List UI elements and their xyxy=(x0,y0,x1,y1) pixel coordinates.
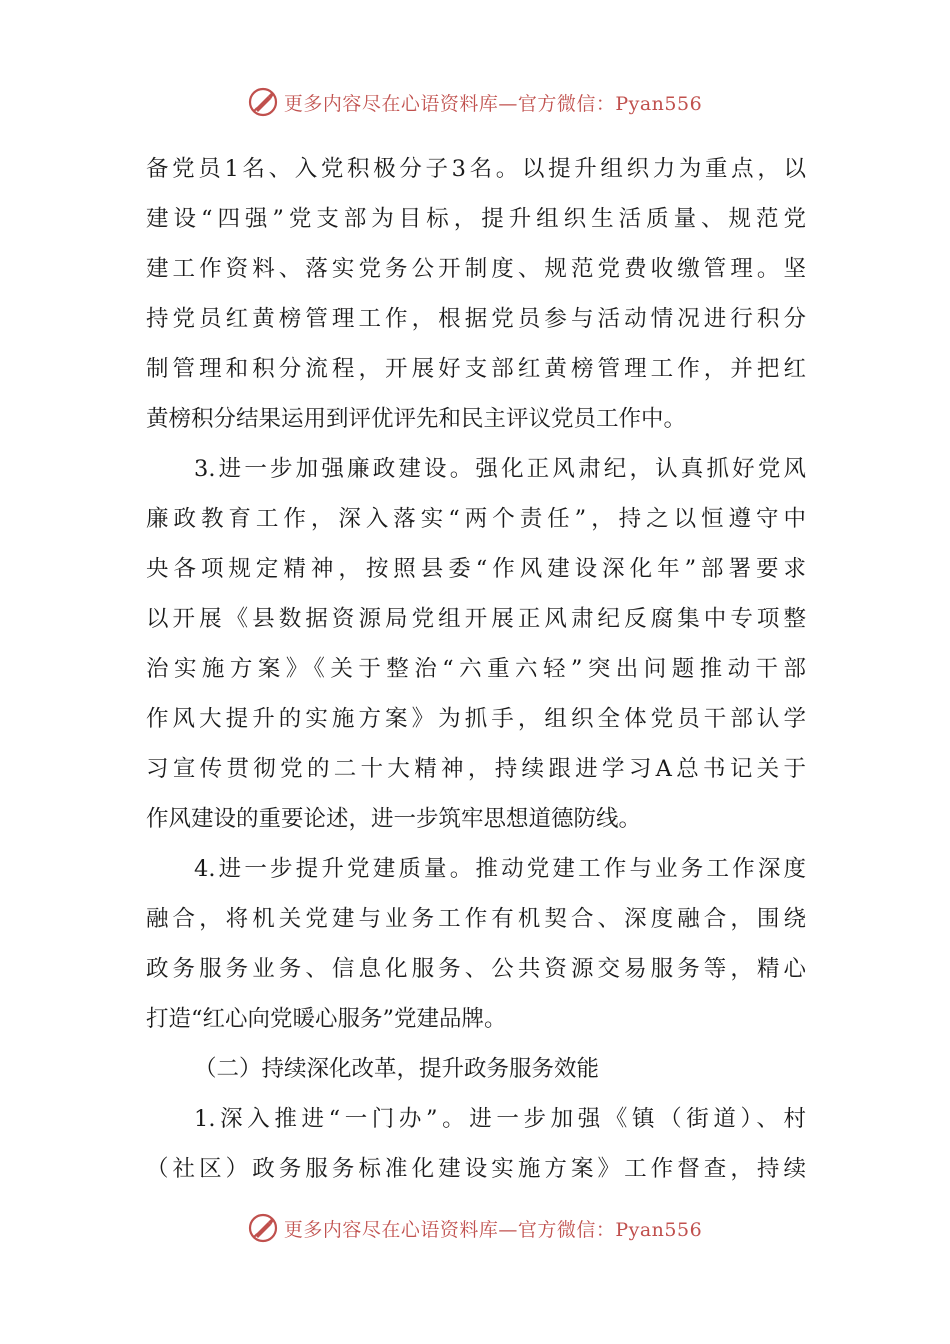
text-line: 廉政教育工作，深入落实“两个责任”，持之以恒遵守中 xyxy=(146,506,806,532)
header-watermark xyxy=(0,82,950,122)
pen-logo-icon xyxy=(248,87,278,117)
watermark-text: 更多内容尽在心语资料库—官方微信：Pyan556 xyxy=(283,1218,703,1241)
text-line: 制管理和积分流程，开展好支部红黄榜管理工作，并把红 xyxy=(146,356,806,382)
paragraph-start: 1.深入推进“一门办”。进一步加强《镇（街道）、村 xyxy=(194,1106,806,1132)
text-line: 央各项规定精神，按照县委“作风建设深化年”部署要求 xyxy=(146,556,806,582)
pen-logo-icon xyxy=(248,1213,278,1243)
text-line: 政务服务业务、信息化服务、公共资源交易服务等，精心 xyxy=(146,956,806,982)
text-line: 黄榜积分结果运用到评优评先和民主评议党员工作中。 xyxy=(146,406,687,432)
text-line: 持党员红黄榜管理工作，根据党员参与活动情况进行积分 xyxy=(146,306,806,332)
paragraph-start: 3.进一步加强廉政建设。强化正风肃纪，认真抓好党风 xyxy=(194,456,806,482)
text-line: 打造“红心向党暖心服务”党建品牌。 xyxy=(146,1006,507,1032)
text-line: 作风大提升的实施方案》为抓手，组织全体党员干部认学 xyxy=(146,706,806,732)
text-line: 治实施方案》《关于整治“六重六轻”突出问题推动干部 xyxy=(146,656,806,682)
text-line: 习宣传贯彻党的二十大精神，持续跟进学习A总书记关于 xyxy=(146,756,806,782)
text-line: 建设“四强”党支部为目标，提升组织生活质量、规范党 xyxy=(146,206,806,232)
paragraph-start: 4.进一步提升党建质量。推动党建工作与业务工作深度 xyxy=(194,856,806,882)
document-body xyxy=(146,144,806,1194)
text-line: 以开展《县数据资源局党组开展正风肃纪反腐集中专项整 xyxy=(146,606,806,632)
footer-watermark xyxy=(0,1208,950,1248)
text-line: 作风建设的重要论述，进一步筑牢思想道德防线。 xyxy=(146,806,642,832)
text-line: 融合，将机关党建与业务工作有机契合、深度融合，围绕 xyxy=(146,906,806,932)
section-heading: （二）持续深化改革，提升政务服务效能 xyxy=(194,1056,600,1082)
text-line: 建工作资料、落实党务公开制度、规范党费收缴管理。坚 xyxy=(146,256,806,282)
watermark-text: 更多内容尽在心语资料库—官方微信：Pyan556 xyxy=(283,92,703,115)
text-line: （社区）政务服务标准化建设实施方案》工作督查，持续 xyxy=(146,1156,806,1182)
text-line: 备党员1名、入党积极分子3名。以提升组织力为重点，以 xyxy=(146,156,806,182)
